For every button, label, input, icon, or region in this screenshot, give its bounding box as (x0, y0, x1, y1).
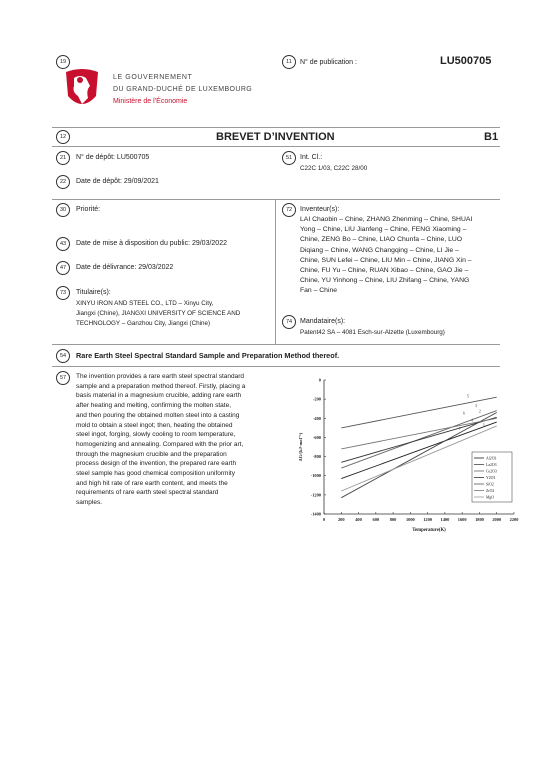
divider-3 (52, 199, 500, 200)
legend-entry: Y2O3 (486, 476, 496, 480)
x-tick-label: 1200 (423, 517, 433, 522)
divider-vertical (275, 199, 276, 344)
holders-line-3: TECHNOLOGY – Ganzhou City, Jiangxi (Chine) (76, 320, 211, 327)
abstract-line: steel ingot, forging, slowly cooling to room temperature, (76, 431, 236, 439)
abstract-line: homogenizing and annealing. Compared with the prior art, (76, 440, 244, 448)
gov-line2: DU GRAND-DUCHÉ DE LUXEMBOURG (113, 86, 253, 93)
x-tick-label: 1000 (405, 517, 415, 522)
curve-label: 3 (474, 402, 477, 408)
deposit-number: N° de dépôt: LU500705 (76, 154, 150, 161)
x-tick-label: 200 (337, 517, 345, 522)
inventors-line: Chine, SUN Lefei – Chine, LIU Min – Chine, JIANG Xin – (300, 256, 472, 264)
holders-label: Titulaire(s): (76, 289, 111, 296)
gov-line1: LE GOUVERNEMENT (113, 74, 193, 81)
legend-entry: SiO2 (486, 482, 494, 487)
legend-entry: Al2O3 (486, 456, 497, 461)
divider-top (52, 127, 500, 128)
divider-4 (52, 344, 500, 345)
divider-2 (52, 146, 500, 147)
curve-label: 4 (470, 417, 473, 423)
y-tick-label: 0 (318, 377, 321, 383)
x-tick-label: 800 (389, 517, 397, 522)
y-tick-label: -800 (312, 454, 321, 460)
invention-title: Rare Earth Steel Spectral Standard Sample and Preparation Method thereof. (76, 351, 340, 360)
priority: Priorité: (76, 206, 101, 213)
x-axis-label: Temperature(K) (412, 528, 446, 533)
x-tick-label: 1800 (475, 517, 484, 522)
code-72: 72 (282, 203, 296, 217)
x-tick-label: 1600 (457, 517, 467, 522)
x-tick-label: 600 (372, 517, 380, 522)
abstract-line: requirements of rare earth steel spectral standard (76, 489, 219, 497)
abstract-line: after heating and melting, confirming the molten state, (76, 402, 232, 410)
abstract-line: basis material in a magnesium crucible, adding rare earth (76, 392, 242, 400)
code-54: 54 (56, 349, 70, 363)
code-21: 21 (56, 151, 70, 165)
curve-label: 6 (462, 410, 465, 416)
gibbs-energy-chart (296, 372, 522, 540)
curve-label: 2 (478, 408, 481, 414)
document-kind: B1 (484, 131, 499, 143)
abstract-line: samples. (76, 499, 103, 507)
code-22: 22 (56, 175, 70, 189)
publication-number: LU500705 (440, 55, 492, 67)
abstract-line: and high hit rate of rare earth content, and meets the (76, 479, 228, 487)
publication-label: N° de publication : (300, 59, 357, 66)
inventors-line: Fan – Chine (300, 287, 338, 295)
y-tick-label: -1000 (310, 473, 321, 479)
inventors-line: Yong – Chine, LIU Jianfeng – Chine, FENG Xiaoming – (300, 226, 467, 234)
y-tick-label: -400 (312, 415, 321, 421)
inventors-line: Chine, FU Yu – Chine, RUAN Xibao – Chine, GAO Jie – (300, 267, 469, 275)
publication-date: Date de mise à disposition du public: 29/03/2022 (76, 240, 227, 247)
y-tick-label: -1400 (310, 511, 321, 517)
code-57: 57 (56, 371, 70, 385)
code-19: 19 (56, 55, 70, 69)
abstract-line: through the magnesium crucible and the preparation (76, 450, 227, 458)
holders-line-2: Jiangxi (Chine), JIANGXI UNIVERSITY OF SCIENCE AND (76, 310, 241, 317)
code-30: 30 (56, 203, 70, 217)
inventors-line: Chine, YU Yinhong – Chine, LIU Zhifang – Chine, YANG (300, 277, 470, 285)
abstract-line: steel sample has good chemical composition uniformity (76, 470, 235, 478)
curve-label: 1 (482, 422, 485, 428)
legend-entry: MgO (486, 495, 495, 500)
code-12: 12 (56, 130, 70, 144)
intcl-label: Int. Cl.: (300, 154, 323, 161)
code-74: 74 (282, 315, 296, 329)
agent-label: Mandataire(s): (300, 318, 346, 325)
luxembourg-lion-crest (60, 66, 104, 114)
y-tick-label: -600 (312, 434, 321, 440)
code-51: 51 (282, 151, 296, 165)
curve-label: 7 (458, 425, 461, 431)
code-11: 11 (282, 55, 296, 69)
inventors-line: Chine, ZENG Bo – Chine, LIAO Chunfa – Chine, LUO (300, 236, 463, 244)
code-47: 47 (56, 261, 70, 275)
y-tick-label: -200 (312, 396, 321, 402)
document-title: BREVET D’INVENTION (216, 131, 335, 143)
code-43: 43 (56, 237, 70, 251)
x-tick-label: 2000 (492, 517, 502, 522)
x-tick-label: 400 (355, 517, 362, 522)
abstract-line: sample and a preparation method thereof. Firstly, placing a (76, 382, 246, 390)
code-73: 73 (56, 286, 70, 300)
inventors-line: Diqiang – Chine, WANG Changqing – Chine, LI Jie – (300, 246, 459, 254)
divider-5 (52, 366, 500, 367)
x-tick-label: 0 (322, 517, 326, 522)
legend-entry: La2O3 (486, 463, 497, 467)
holders-line-1: XINYU IRON AND STEEL CO., LTD – Xinyu City, (76, 300, 214, 307)
deposit-date: Date de dépôt: 29/09/2021 (76, 178, 159, 185)
ministry: Ministère de l’Économie (113, 98, 188, 105)
delivery-date: Date de délivrance: 29/03/2022 (76, 264, 174, 271)
curve-label: 5 (466, 393, 469, 399)
abstract-line: and then pouring the obtained molten steel into a casting (76, 411, 240, 419)
inventors-list (300, 215, 472, 297)
y-axis-label: ΔG/(kJ·mol⁻¹) (298, 432, 303, 462)
inventors-line: LAI Chaobin – Chine, ZHANG Zhenming – Chine, SHUAI (300, 216, 473, 223)
x-tick-label: 1400 (440, 517, 450, 522)
legend-entry: ZrO2 (486, 489, 495, 493)
intcl-value: C22C 1/03, C22C 28/00 (300, 165, 368, 172)
abstract-line: The invention provides a rare earth steel spectral standard (76, 373, 245, 380)
y-tick-label: -1200 (310, 492, 321, 498)
abstract-line: process design of the invention, the prepared rare earth (76, 460, 237, 468)
x-tick-label: 2200 (509, 517, 519, 522)
agent-value: Patent42 SA – 4081 Esch-sur-Alzette (Luxembourg) (300, 329, 445, 336)
legend-entry: Ce2O3 (486, 469, 497, 474)
inventors-label: Inventeur(s): (300, 206, 340, 213)
abstract-line: mold to obtain a steel ingot; then, heating the obtained (76, 421, 233, 429)
abstract-text (76, 372, 286, 508)
